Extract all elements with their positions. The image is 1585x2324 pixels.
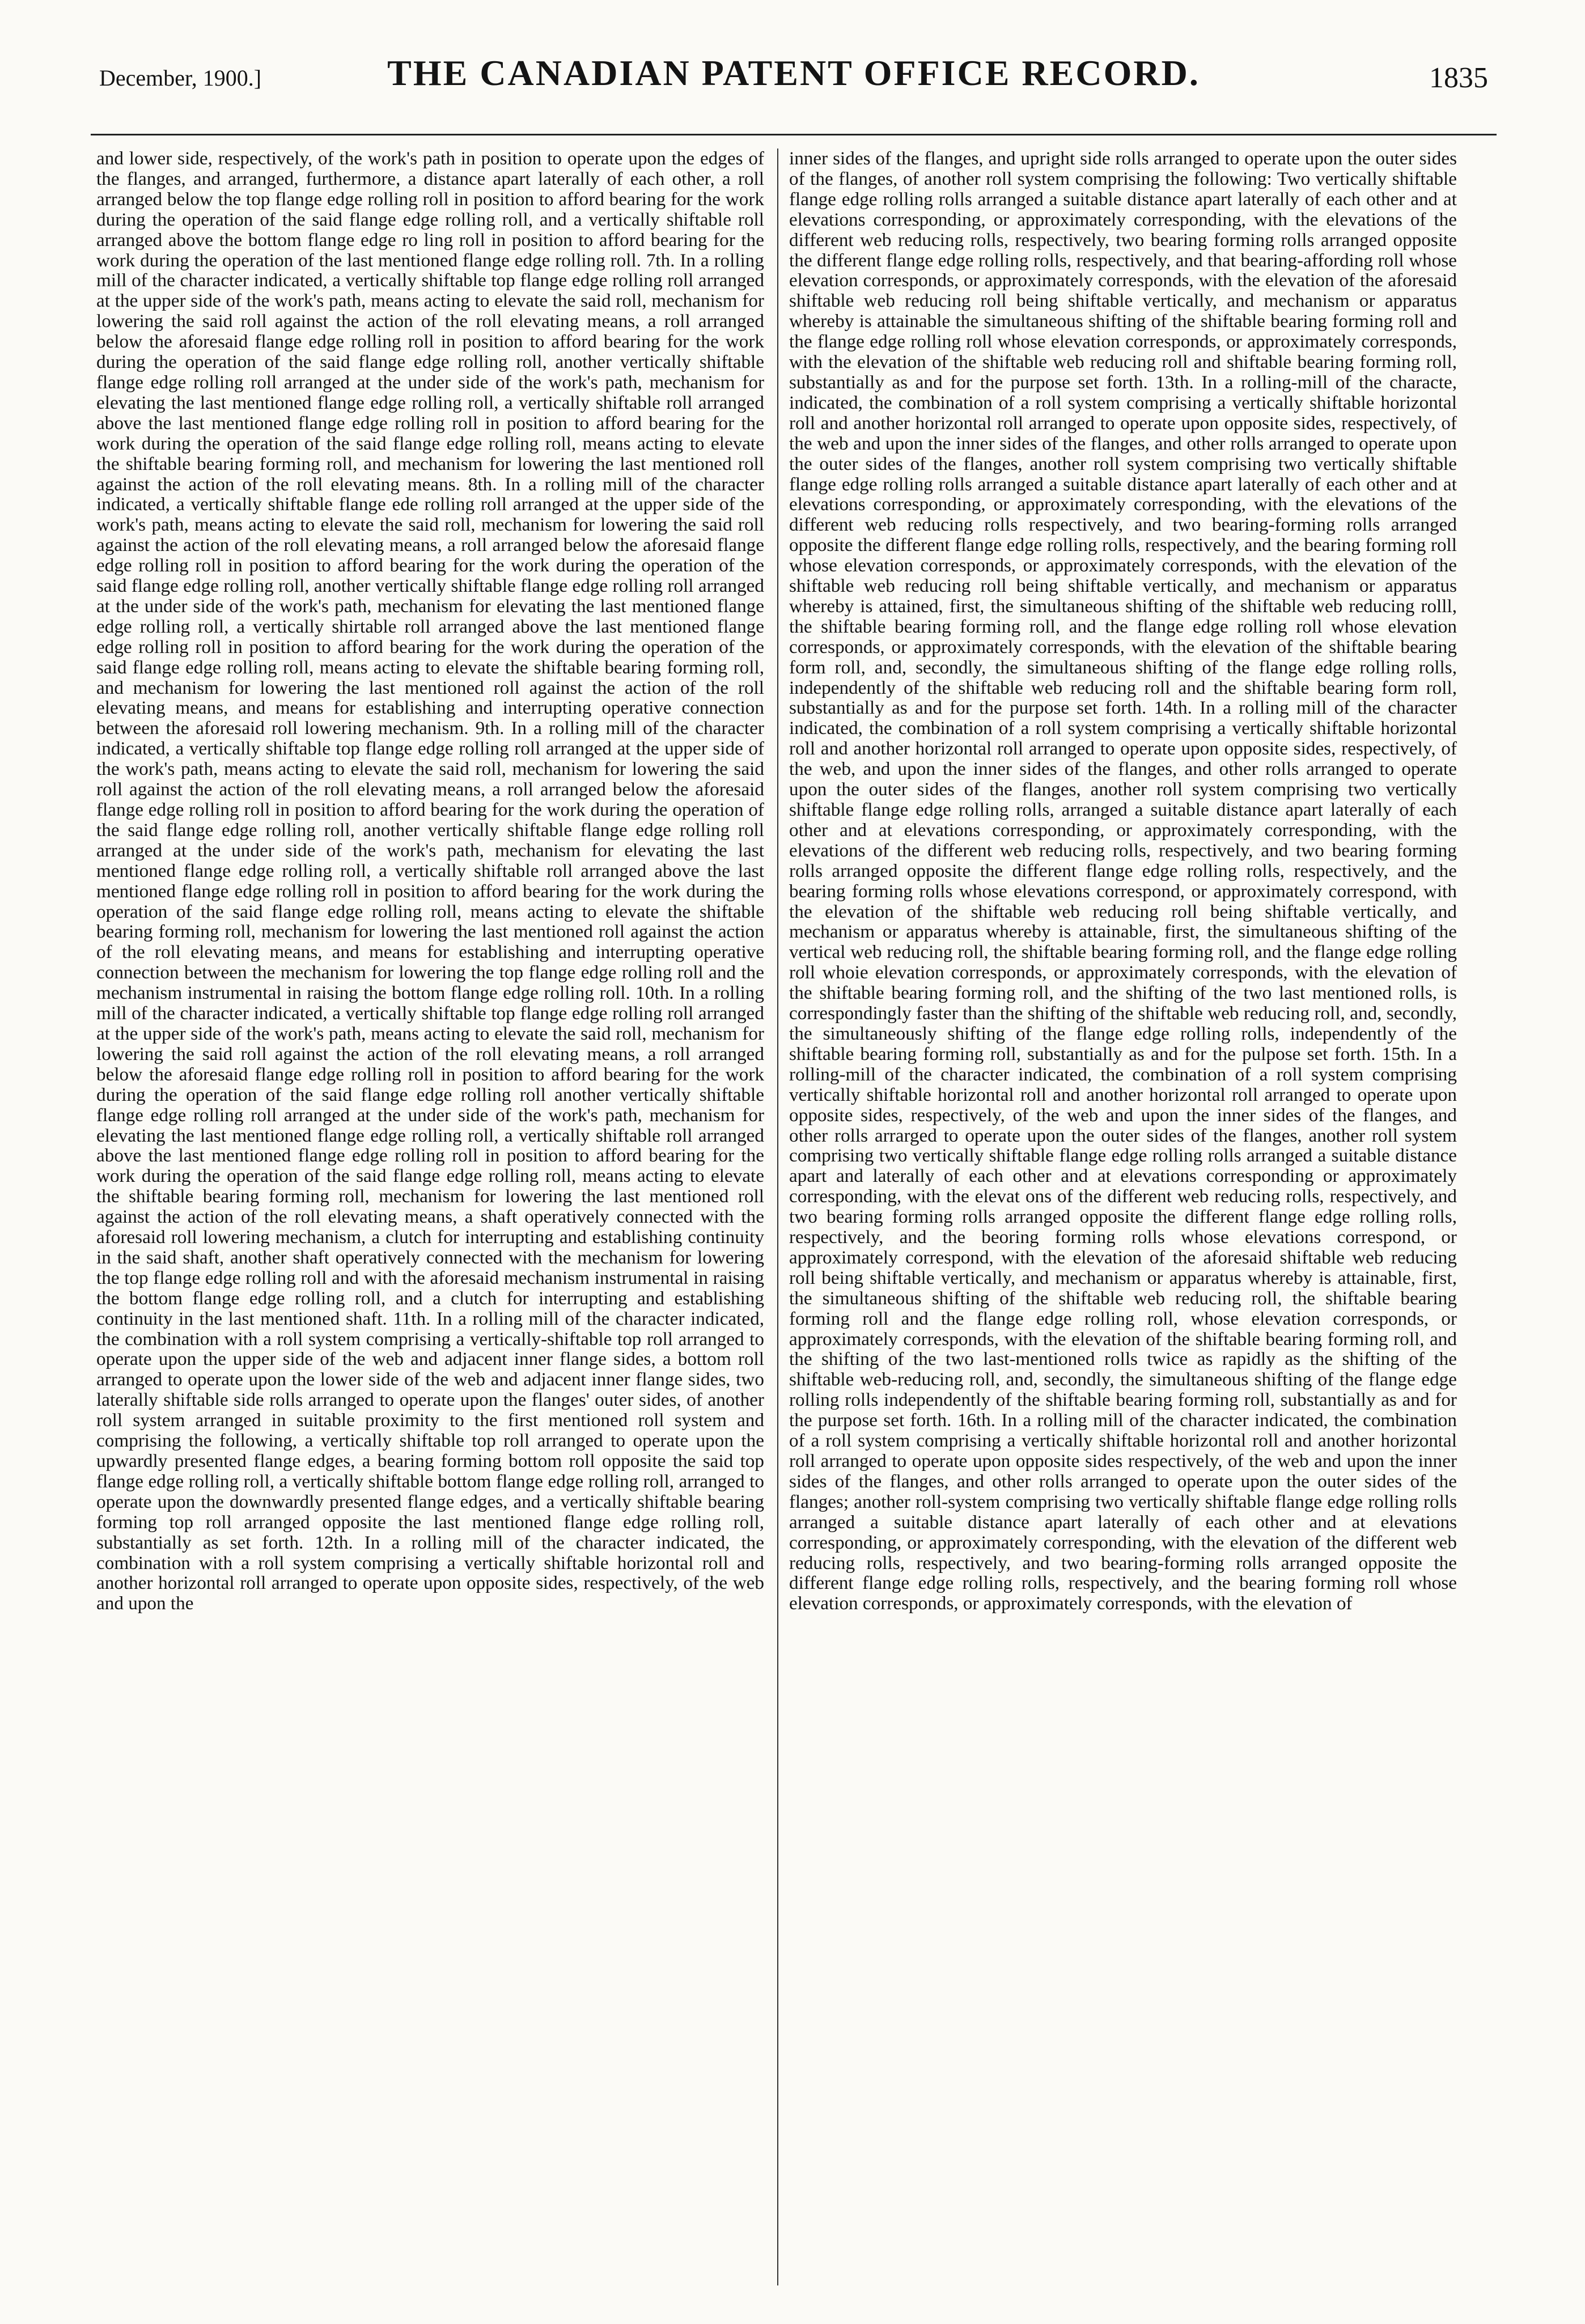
right-column <box>789 149 1457 2291</box>
journal-title: THE CANADIAN PATENT OFFICE RECORD. <box>387 53 1200 93</box>
page-number: 1835 <box>1429 62 1488 94</box>
column-divider <box>777 149 778 2285</box>
header-rule <box>91 134 1497 135</box>
issue-date: December, 1900.] <box>99 65 262 91</box>
left-column-text: and lower side, respectively, of the work's path in position to operate upon the edges of the flanges, and arranged, furthermore, a distance apart laterally of each other, a roll arranged below the top flange edge rolling roll in position to afford bearing for the work during the operation of the said flange edge rolling roll, and a vertically shiftable roll arranged above the bottom flange edge ro ling roll in position to afford bearing for the work during the operation of the last mentioned flange edge rolling roll. 7th. In a rolling mill of the character indicated, a vertically shiftable top flange edge rolling roll arranged at the upper side of the work's path, means acting to elevate the said roll, mechanism for lowering the said roll against the action of the roll elevating means, a roll arranged below the aforesaid flange edge rolling roll in position to afford bearing for the work during the operation of the said flange edge rolling roll, another vertically shiftable flange edge rolling roll arranged at the under side of the work's path, mechanism for elevating the last mentioned flange edge rolling roll, a vertically shiftable roll arranged above the last mentioned flange edge rolling roll in position to afford bearing for the work during the operation of the said flange edge rolling roll, means acting to elevate the shiftable bearing forming roll, and mechanism for lowering the last mentioned roll against the action of the roll elevating means. 8th. In a rolling mill of the character indicated, a vertically shiftable flange ede rolling roll arranged at the upper side of the work's path, means acting to elevate the said roll, mechanism for lowering the said roll against the action of the roll elevating means, a roll arranged below the aforesaid flange edge rolling roll in position to afford bearing for the work during the operation of the said flange edge rolling roll, another vertically shiftable flange edge rolling roll arranged at the under side of the work's path, mechanism for elevating the last mentioned flange edge rolling roll, a vertically shirtable roll arranged above the last mentioned flange edge rolling roll in position to afford bearing for the work during the operation of the said flange edge rolling roll, means acting to elevate the shiftable bearing forming roll, and mechanism for lowering the last mentioned roll against the action of the roll elevating means, and means for establishing and interrupting operative connection between the aforesaid roll lowering mechanism. 9th. In a rolling mill of the character indicated, a vertically shiftable top flange edge rolling roll arranged at the upper side of the work's path, means acting to elevate the said roll, mechanism for lowering the said roll against the action of the roll elevating means, a roll arranged below the aforesaid flange edge rolling roll in position to afford bearing for the work during the operation of the said flange edge rolling roll, another vertically shiftable flange edge rolling roll arranged at the under side of the work's path, mechanism for elevating the last mentioned flange edge rolling roll, a vertically shiftable roll arranged above the last mentioned flange edge rolling roll in position to afford bearing for the work during the operation of the said flange edge rolling roll, means acting to elevate the shiftable bearing forming roll, mechanism for lowering the last mentioned roll against the action of the roll elevating means, and means for establishing and interrupting operative connection between the mechanism for lowering the top flange edge rolling roll and the mechanism instrumental in raising the bottom flange edge rolling roll. 10th. In a rolling mill of the character indicated, a vertically shiftable top flange edge rolling roll arranged at the upper side of the work's path, means acting to elevate the said roll, mechanism for lowering the said roll against the action of the roll elevating means, a roll arranged below the aforesaid flange edge rolling roll in position to afford bearing for the work during the operation of the said flange edge rolling roll another vertically shiftable flange edge rolling roll arranged at the under side of the work's path, mechanism for elevating the last mentioned flange edge rolling roll, a vertically shiftable roll arranged above the last mentioned flange edge rolling roll in position to afford bearing for the work during the operation of the said flange edge rolling roll, means acting to elevate the shiftable bearing forming roll, mechanism for lowering the last mentioned roll against the action of the roll elevating means, a shaft operatively connected with the aforesaid roll lowering mechanism, a clutch for interrupting and establishing continuity in the said shaft, another shaft operatively connected with the mechanism for lowering the top flange edge rolling roll and with the aforesaid mechanism instrumental in raising the bottom flange edge rolling roll, and a clutch for interrupting and establishing continuity in the last mentioned shaft. 11th. In a rolling mill of the character indicated, the combination with a roll system comprising a vertically-shiftable top roll arranged to operate upon the upper side of the web and adjacent inner flange sides, a bottom roll arranged to operate upon the lower side of the web and adjacent inner flange sides, two laterally shiftable side rolls arranged to operate upon the flanges' outer sides, of another roll system arranged in suitable proximity to the first mentioned roll system and comprising the following, a vertically shiftable top roll arranged to operate upon the upwardly presented flange edges, a bearing forming bottom roll opposite the said top flange edge rolling roll, a vertically shiftable bottom flange edge rolling roll, arranged to operate upon the downwardly presented flange edges, and a vertically shiftable bearing forming top roll arranged opposite the last mentioned flange edge rolling roll, substantially as set forth. 12th. In a rolling mill of the character indicated, the combination with a roll system comprising a vertically shiftable horizontal roll and another horizontal roll arranged to operate upon opposite sides, respectively, of the web and upon the <box>96 149 764 1614</box>
right-column-text: inner sides of the flanges, and upright side rolls arranged to operate upon the outer sides of the flanges, of another roll system comprising the following: Two vertically shiftable flange edge rolling rolls arranged a suitable distance apart laterally of each other and at elevations corresponding, or approximately corresponding, with the elevations of the different web reducing rolls, respectively, two bearing forming rolls arranged opposite the different flange edge rolling rolls, respectively, and that bearing-affording roll whose elevation corresponds, or approximately corresponds, with the elevation of the aforesaid shiftable web reducing roll being shiftable vertically, and mechanism or apparatus whereby is attainable the simultaneous shifting of the shiftable bearing forming roll and the flange edge rolling roll whose elevation corresponds, or approximately corresponds, with the elevation of the shiftable web reducing roll and shiftable bearing forming roll, substantially as and for the purpose set forth. 13th. In a rolling-mill of the characte, indicated, the combination of a roll system comprising a vertically shiftable horizontal roll and another horizontal roll arranged to operate upon opposite sides, respectively, of the web and upon the inner sides of the flanges, and other rolls arranged to operate upon the outer sides of the flanges, another roll system comprising two vertically shiftable flange edge rolling rolls arranged a suitable distance apart laterally of each other and at elevations corresponding, or approximately corresponding, with the elevations of the different web reducing rolls respectively, and two bearing-forming rolls arranged opposite the different flange edge rolling rolls, respectively, and the bearing forming roll whose elevation corresponds, or approximately corresponds, with the elevation of the shiftable web reducing roll being shiftable vertically, and mechanism or apparatus whereby is attained, first, the simultaneous shifting of the shiftable web reducing rolll, the shiftable bearing forming roll, and the flange edge rolling roll whose elevation corresponds, or approximately corresponds, with the elevation of the shiftable bearing form roll, and, secondly, the simultaneous shifting of the flange edge rolling rolls, independently of the shiftable web reducing roll and the shiftable bearing form roll, substantially as and for the purpose set forth. 14th. In a rolling mill of the character indicated, the combination of a roll system comprising a vertically shiftable horizontal roll and another horizontal roll arranged to operate upon opposite sides, respectively, of the web, and upon the inner sides of the flanges, and other rolls arranged to operate upon the outer sides of the flanges, another roll system comprising two vertically shiftable flange edge rolling rolls, arranged a suitable distance apart laterally of each other and at elevations corresponding, or approximately corresponding, with the elevations of the different web reducing rolls, respectively, and two bearing forming rolls arranged opposite the different flange edge rolling rolls, respectively, and the bearing forming rolls whose elevations correspond, or approximately correspond, with the elevation of the shiftable web reducing roll being shiftable vertically, and mechanism or apparatus whereby is attainable, first, the simultaneous shifting of the vertical web reducing roll, the shiftable bearing forming roll, and the flange edge rolling roll whoie elevation corresponds, or approximately corresponds, with the elevation of the shiftable bearing forming roll, and the shifting of the two last mentioned rolls, is correspondingly faster than the shifting of the shiftable web reducing roll, and, secondly, the simultaneously shifting of the flange edge rolling rolls, independently of the shiftable bearing forming roll, substantially as and for the pulpose set forth. 15th. In a rolling-mill of the character indicated, the combination of a roll system comprising vertically shiftable horizontal roll and another horizontal roll arranged to operate upon opposite sides, respectively, of the web and upon the inner sides of the flanges, and other rolls arrarged to operate upon the outer sides of the flanges, another roll system comprising two vertically shiftable flange edge rolling rolls arranged a suitable distance apart and laterally of each other and at elevations corresponding or approximately corresponding, with the elevat ons of the different web reducing rolls, respectively, and two bearing forming rolls arranged opposite the different flange edge rolling rolls, respectively, and the beoring forming rolls whose elevations correspond, or approximately correspond, with the elevation of the aforesaid shiftable web reducing roll being shiftable vertically, and mechanism or apparatus whereby is attainable, first, the simultaneous shifting of the shiftable web reducing roll, the shiftable bearing forming roll and the flange edge rolling roll, whose elevation corresponds, or approximately corresponds, with the elevation of the shiftable bearing forming roll, and the shifting of the two last-mentioned rolls twice as rapidly as the shifting of the shiftable web-reducing roll, and, secondly, the simultaneous shifting of the flange edge rolling rolls independently of the shiftable bearing forming roll, substantially as and for the purpose set forth. 16th. In a rolling mill of the character indicated, the combination of a roll system comprising a vertically shiftable horizontal roll and another horizontal roll arranged to operate upon opposite sides respectively, of the web and upon the inner sides of the flanges, and other rolls arranged to operate upon the outer sides of the flanges; another roll-system comprising two vertically shiftable flange edge rolling rolls arranged a suitable distance apart laterally of each other and at elevations corresponding, or approximately corresponding, with the elevation of the different web reducing rolls, respectively, and two bearing-forming rolls arranged opposite the different flange edge rolling rolls, respectively, and the bearing forming roll whose elevation corresponds, or approximately corresponds, with the elevation of <box>789 149 1457 1614</box>
left-column <box>96 149 764 2291</box>
page-header <box>99 45 1488 102</box>
